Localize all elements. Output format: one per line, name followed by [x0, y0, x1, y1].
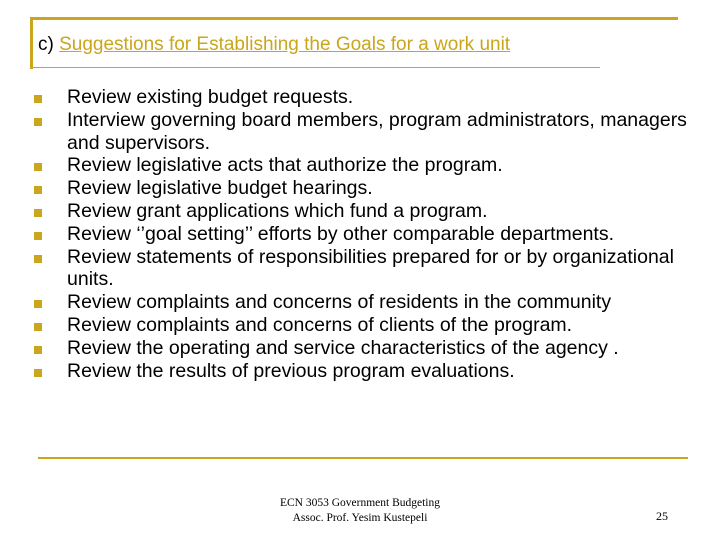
list-item — [30, 246, 700, 292]
square-bullet-icon — [34, 255, 42, 263]
list-item-text: Review complaints and concerns of residents in the community — [67, 291, 612, 314]
square-bullet-icon — [34, 95, 42, 103]
list-item-text: Review legislative budget hearings. — [67, 177, 373, 200]
list-item — [30, 200, 700, 223]
title-link[interactable]: Suggestions for Establishing the Goals for a work unit — [59, 34, 511, 55]
list-item-text: Review complaints and concerns of clients of the program. — [67, 313, 573, 336]
list-item — [30, 337, 700, 360]
bullet-list — [30, 86, 700, 382]
page-number: 25 — [656, 509, 668, 523]
footer-rule — [38, 457, 688, 459]
list-item — [30, 291, 700, 314]
list-item — [30, 154, 700, 177]
list-item — [30, 86, 700, 109]
list-item-text: Review ‘’goal setting’’ efforts by other comparable departments. — [67, 222, 615, 245]
square-bullet-icon — [34, 163, 42, 171]
title-underline-rule — [30, 67, 600, 68]
title-prefix: c) — [38, 34, 60, 55]
square-bullet-icon — [34, 232, 42, 240]
list-item-text: Review existing budget requests. — [67, 86, 354, 108]
list-item — [30, 177, 700, 200]
list-item — [30, 223, 700, 246]
list-item-text: Interview governing board members, program administrators, managers and supervisors. — [67, 108, 687, 154]
square-bullet-icon — [34, 186, 42, 194]
list-item-text: Review the operating and service characteristics of the agency . — [67, 336, 619, 359]
square-bullet-icon — [34, 209, 42, 217]
list-item-text: Review statements of responsibilities prepared for or by organizational units. — [67, 245, 674, 291]
list-item — [30, 360, 700, 383]
footer-course: ECN 3053 Government Budgeting — [279, 497, 441, 509]
square-bullet-icon — [34, 369, 42, 377]
slide-title — [38, 34, 510, 56]
list-item — [30, 109, 700, 155]
list-item-text: Review legislative acts that authorize the program. — [67, 154, 503, 177]
footer-author: Assoc. Prof. Yesim Kustepeli — [292, 512, 428, 524]
frame-left-rule — [30, 17, 33, 69]
list-item-text: Review the results of previous program evaluations. — [67, 359, 515, 382]
square-bullet-icon — [34, 323, 42, 331]
list-item — [30, 314, 700, 337]
square-bullet-icon — [34, 118, 42, 126]
footer-text — [250, 496, 470, 526]
list-item-text: Review grant applications which fund a program. — [67, 199, 488, 222]
square-bullet-icon — [34, 346, 42, 354]
frame-top-rule — [30, 17, 678, 20]
square-bullet-icon — [34, 300, 42, 308]
